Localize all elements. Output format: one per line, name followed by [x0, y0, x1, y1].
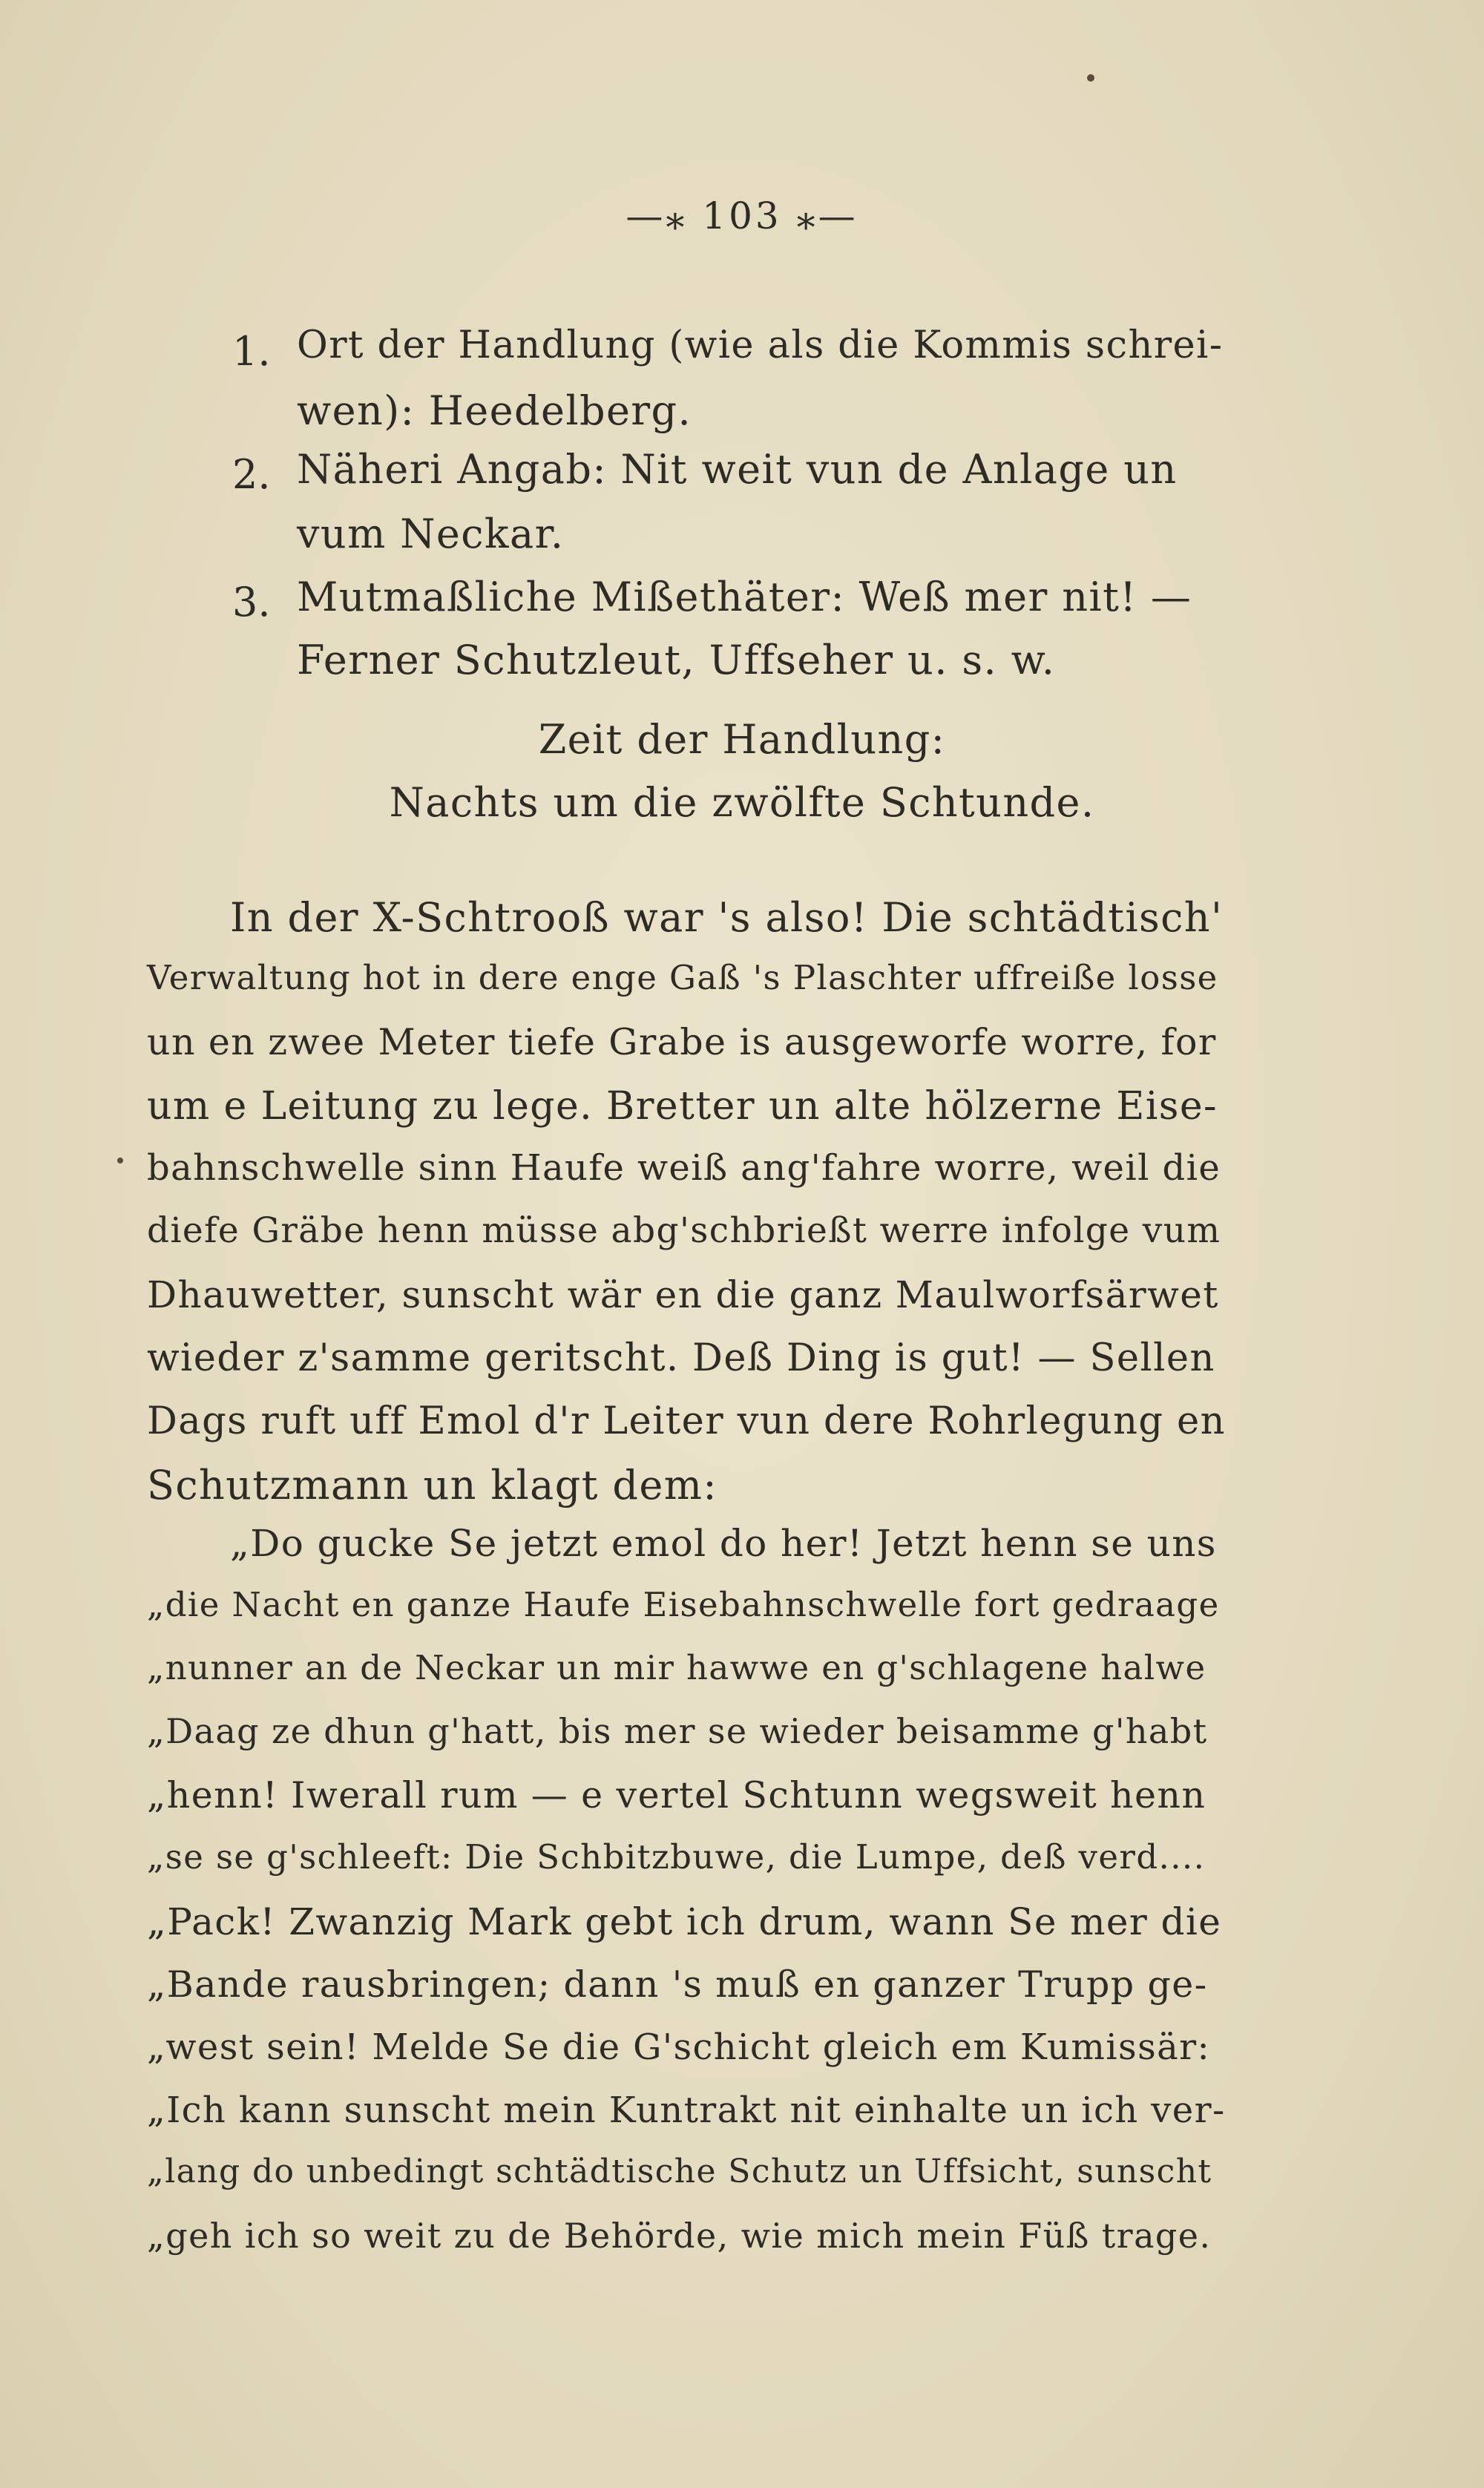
quote-line: „lang do unbedingt schtädtische Schutz un Uffsicht, sunscht	[147, 2153, 1212, 2190]
quote-line: „Daag ze dhun g'hatt, bis mer se wieder beisamme g'habt	[147, 1711, 1208, 1751]
quote-line: „Ich kann sunscht mein Kuntrakt nit einhalte un ich ver-	[147, 2090, 1226, 2131]
time-text: Nachts um die zwölfte Schtunde.	[389, 779, 1095, 826]
paragraph-line: Dhauwetter, sunscht wär en die ganz Maulworfsärwet	[147, 1273, 1219, 1316]
list-number: 2.	[232, 451, 271, 498]
quote-line: „die Nacht en ganze Haufe Eisebahnschwelle fort gedraage	[147, 1585, 1220, 1624]
quote-line: „se se g'schleeft: Die Schbitzbuwe, die Lumpe, deß verd....	[147, 1837, 1206, 1877]
list-item-line: Ort der Handlung (wie als die Kommis schrei-	[297, 324, 1224, 367]
quote-line: „henn! Iwerall rum — e vertel Schtunn wegsweit henn	[147, 1774, 1206, 1816]
quote-line: „Bande rausbringen; dann 's muß en ganzer Trupp ge-	[147, 1963, 1208, 2006]
list-item-line: Näheri Angab: Nit weit vun de Anlage un	[297, 446, 1178, 493]
paragraph-line: In der X-Schtrooß war 's also! Die schtädtisch'	[230, 894, 1224, 941]
quote-line: „Do gucke Se jetzt emol do her! Jetzt henn se uns	[230, 1522, 1217, 1565]
list-item-line: vum Neckar.	[297, 511, 565, 557]
paragraph-line: Schutzmann un klagt dem:	[147, 1462, 718, 1509]
ink-spot	[117, 1158, 123, 1163]
paragraph-line: um e Leitung zu lege. Bretter un alte hölzerne Eise-	[147, 1084, 1218, 1129]
list-number: 3.	[232, 579, 271, 626]
list-item-line: Ferner Schutzleut, Uffseher u. s. w.	[297, 637, 1056, 683]
page-number: —⁎ 103 ⁎—	[626, 194, 858, 237]
paragraph-line: Verwaltung hot in dere enge Gaß 's Plaschter uffreiße losse	[147, 958, 1218, 997]
quote-line: „geh ich so weit zu de Behörde, wie mich mein Füß trage.	[147, 2216, 1212, 2256]
time-heading: Zeit der Handlung:	[538, 716, 946, 763]
paragraph-line: un en zwee Meter tiefe Grabe is ausgeworfe worre, for	[147, 1021, 1217, 1063]
paragraph-line: wieder z'samme geritscht. Deß Ding is gut! — Sellen	[147, 1336, 1215, 1380]
list-item-line: Mutmaßliche Mißethäter: Weß mer nit! —	[297, 574, 1192, 620]
ink-spot	[1087, 74, 1094, 82]
paragraph-line: Dags ruft uff Emol d'r Leiter vun dere Rohrlegung en	[147, 1399, 1226, 1443]
list-number: 1.	[232, 328, 271, 375]
paragraph-line: bahnschwelle sinn Haufe weiß ang'fahre worre, weil die	[147, 1147, 1221, 1189]
quote-line: „west sein! Melde Se die G'schicht gleich em Kumissär:	[147, 2026, 1211, 2068]
list-item-line: wen): Heedelberg.	[297, 387, 692, 434]
quote-line: „Pack! Zwanzig Mark gebt ich drum, wann Se mer die	[147, 1900, 1222, 1943]
paragraph-line: diefe Gräbe henn müsse abg'schbrießt werre infolge vum	[147, 1210, 1221, 1251]
quote-line: „nunner an de Neckar un mir hawwe en g'schlagene halwe	[147, 1648, 1206, 1687]
